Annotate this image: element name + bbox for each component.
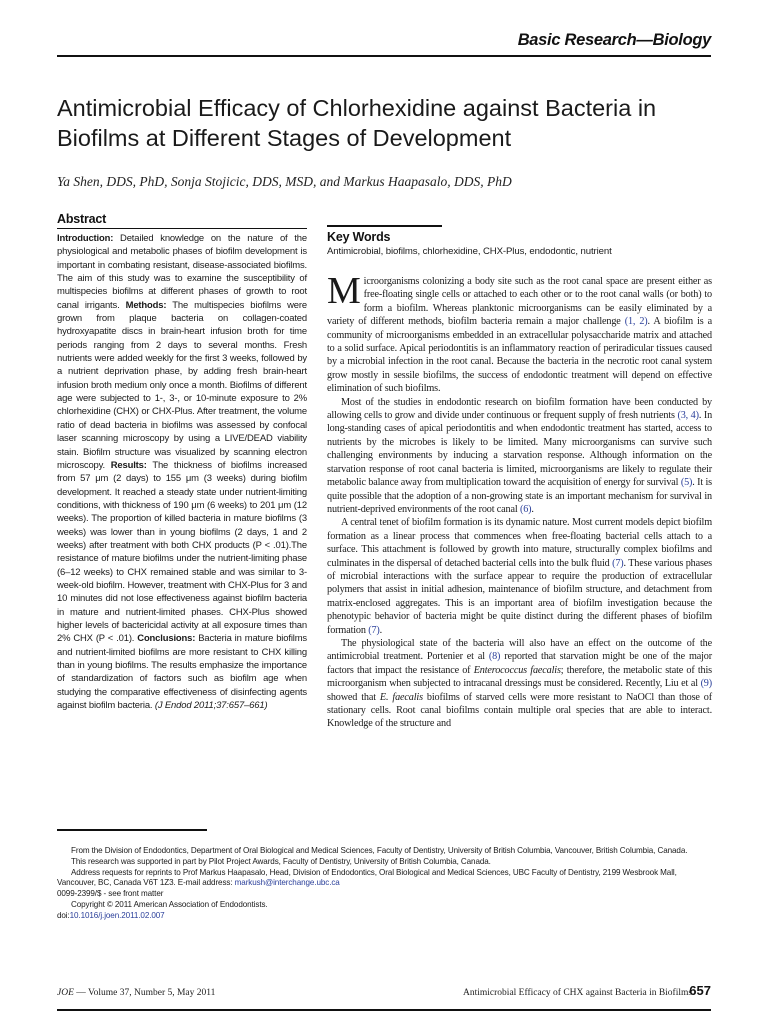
author-list: Ya Shen, DDS, PhD, Sonja Stojicic, DDS, MSD, and Markus Haapasalo, DDS, PhD [57, 174, 512, 189]
reference-link[interactable]: (8) [488, 651, 501, 663]
abstract-methods-label: Methods: [125, 299, 167, 311]
abstract-methods-text: The multispecies biofilms were grown from plaque bacteria on collagen-coated hydroxyapatite discs in brain-heart infusion broth for time periods ranging from 2 days to several months. Fresh nutrients were added weekly for the first 3 weeks, followed by a nutrient deprivation phase, by adding fresh brain-heart infusion broth medium only once a month. Biofilms of different age were subjected to 1-, 3-, or 10-minute exposure to 2% chlorhexidine (CHX) or CHX-Plus. After treatment, the volume ratio of dead bacteria in biofilms was assessed by confocal laser scanning microscopy by using a LIVE/DEAD viability stain. Biofilm structure was visualized by scanning electron microscopy. [57, 299, 307, 471]
abstract-results-label: Results: [110, 459, 147, 471]
body-text: reported that starvation might be one of the major factors that impact the resistance of [327, 651, 712, 676]
journal-name: JOE [57, 988, 74, 998]
reference-link[interactable]: (9) [700, 678, 712, 690]
body-text: icroorganisms colonizing a body site such as the root canal space are present either as free-floating single cells or attached to each other or to the root canal walls (or both) to form a biofilm. Whereas planktonic microorganisms can be easily eliminated by a variety of different methods, biofilm bacteria remain a major challenge [327, 276, 712, 328]
doi-label: doi: [57, 910, 70, 920]
footnote-doi [57, 911, 713, 922]
abstract-conclusions-text: Bacteria in mature biofilms and nutrient-limited biofilms are more resistant to CHX killing than in young biofilms. The results emphasize the importance of standardization of factors such as biofilm age when studying the comparative effectiveness of disinfecting agents against biofilm bacteria. [57, 633, 307, 712]
body-text: . [379, 624, 383, 636]
running-title: Antimicrobial Efficacy of CHX against Bacteria in Biofilms [463, 988, 693, 998]
email-link[interactable]: markush@interchange.ubc.ca [234, 878, 340, 888]
body-text: ; therefore, the metabolic state of this microorganism when subjected to intracanal dressings must be considered. Recently, Liu et al [327, 664, 712, 690]
footnote-rule [57, 829, 207, 831]
reference-link[interactable]: (7) [368, 624, 380, 636]
footnote-issn: 0099-2399/$ - see front matter [57, 889, 164, 899]
journal-volume: — Volume 37, Number 5, May 2011 [73, 988, 216, 998]
page-number: 657 [689, 983, 711, 998]
reference-link[interactable]: (1, 2) [624, 316, 648, 328]
footnote-address [57, 868, 713, 890]
abstract-citation: (J Endod 2011;37:657–661) [154, 700, 268, 712]
abstract-intro-text: Detailed knowledge on the nature of the physiological and metabolic phases of biofilm development is important in combating resistant, disease-associated biofilms. The aim of this study was to examine the susceptibility of multispecies biofilms at different phases of growth to root canal irrigants. [57, 233, 307, 311]
abstract-body [57, 232, 307, 712]
keywords-text: Antimicrobial, biofilms, chlorhexidine, CHX-Plus, endodontic, nutrient [327, 246, 612, 257]
footnote-address-text: Address requests for reprints to Prof Markus Haapasalo, Head, Division of Endodontics, Oral Biological and Medical Sciences, UBC Faculty of Dentistry, 2199 Wesbrook Mall, Vancouver, BC, Canada V6T 1Z3. E-mail address: [57, 867, 677, 888]
doi-link[interactable]: 10.1016/j.joen.2011.02.007 [69, 910, 165, 920]
body-text: The physiological state of the bacteria will also have an effect on the outcome of the antimicrobial treatment. Portenier et al [327, 637, 712, 663]
body-text: Most of the studies in endodontic research on biofilm formation have been conducted by allowing cells to grow and divide under continuous or frequent supply of fresh nutrients [327, 396, 712, 422]
footer-rule [57, 1009, 711, 1011]
body-text: showed that [327, 691, 380, 703]
article-title: Antimicrobial Efficacy of Chlorhexidine against Bacteria in Biofilms at Different Stages of Development [57, 95, 657, 151]
footnote-affiliation: From the Division of Endodontics, Department of Oral Biological and Medical Sciences, Faculty of Dentistry, University of British Columbia, Vancouver, British Columbia, Canada. [71, 846, 688, 855]
abstract-intro-label: Introduction: [57, 233, 114, 244]
body-paragraph-2 [327, 396, 712, 517]
section-header: Basic Research—Biology [517, 31, 711, 49]
footnote-copyright: Copyright © 2011 American Association of Endodontists. [71, 899, 268, 909]
reference-link[interactable]: (3, 4) [677, 410, 699, 422]
footer-journal-info [57, 988, 215, 998]
body-text: . In long-standing cases of apical periodontitis and when endodontic treatment has started, access to nutrients by the microbes is likely to be limited. Many microorganisms can survive such challenging environments by inducing a starvation response. Although information on the starvation response of root canal bacteria is limited, microorganisms are likely to regulate their metabolic balance away from multiplication toward the acquisition of energy for survival [327, 410, 713, 489]
keywords-heading: Key Words [327, 230, 391, 244]
reference-link[interactable]: (5) [680, 477, 693, 489]
body-text: . It is quite possible that the adoption of a non-growing state is an important mechanism for survival in nutrient-deprived environments of the root canal [327, 477, 712, 515]
species-name: Enterococcus faecalis [473, 664, 561, 676]
abstract-conclusions-label: Conclusions: [137, 633, 196, 645]
reference-link[interactable]: (6) [519, 503, 532, 515]
footnotes [57, 846, 713, 922]
abstract-results-text: The thickness of biofilms increased from 57 μm (2 days) to 155 μm (3 weeks) during biofilm development. It reached a steady state under nutrient-limiting conditions, with thickness of 190 μm (6 weeks) to 201 μm (12 weeks). The proportion of killed bacteria in mature biofilms (3 weeks) was lower than in young biofilms (2 days, 1 and 2 weeks) after treatment with both CHX products (P < .01).The resistance of mature biofilms under the nutrient-limiting phase (6–12 weeks) to CHX remained stable and was similar to 3-week-old biofilm. However, treatment with CHX-Plus for 3 and 10 minutes did not lose effectiveness against biofilm bacteria in mature and nutrient-limited phases. CHX-Plus showed higher levels of bactericidal activity at all exposure times than 2% CHX (P < .01). [57, 459, 307, 645]
body-text: . [531, 503, 534, 515]
species-name: E. faecalis [379, 691, 423, 703]
body-text: . These various phases of microbial interactions with the surface appear to require the production of extracellular polymers that assist in initial adhesion, maintenance of biofilm structure, and detachment from matrix-enclosed aggregates. This is an important area of biofilm investigation because the phenotypic behavior of bacteria might be quite distinct during the different phases of biofilm formation [327, 557, 712, 636]
abstract-rule [57, 228, 307, 229]
body-paragraph-1 [327, 270, 712, 396]
header-rule [57, 55, 711, 57]
body-column [327, 270, 713, 731]
body-paragraph-4 [327, 637, 712, 731]
reference-link[interactable]: (7) [612, 557, 624, 569]
drop-cap: M [327, 270, 361, 312]
body-paragraph-3 [327, 516, 712, 637]
footnote-funding: This research was supported in part by Pilot Project Awards, Faculty of Dentistry, University of British Columbia, Canada. [71, 856, 491, 866]
keywords-rule [327, 225, 442, 227]
abstract-heading: Abstract [57, 212, 107, 226]
body-text: . A biofilm is a community of microorganisms embedded in an extracellular polysaccharide matrix and attached to a solid surface. Apical periodontitis is an inflammatory reaction of periradicular tissues caused by a microbial infection in the root canal. Because the bacteria in the necrotic root canal system grow mostly in sessile biofilms, the success of endodontic treatment will depend on effective elimination of such biofilms. [327, 316, 712, 395]
body-text: A central tenet of biofilm formation is its dynamic nature. Most current models depict biofilm formation as a linear process that commences when free-floating bacterial cells attach to a surface. This attachment is followed by growth into mature, structurally complex biofilms and culminates in the dispersal of detached bacterial cells into the bulk fluid [327, 517, 712, 569]
body-text: biofilms of starved cells were more resistant to NaOCl than those of stationary cells. Root canal biofilms contain multiple oral species that are able to interact. Knowledge of the structure and [327, 691, 712, 730]
